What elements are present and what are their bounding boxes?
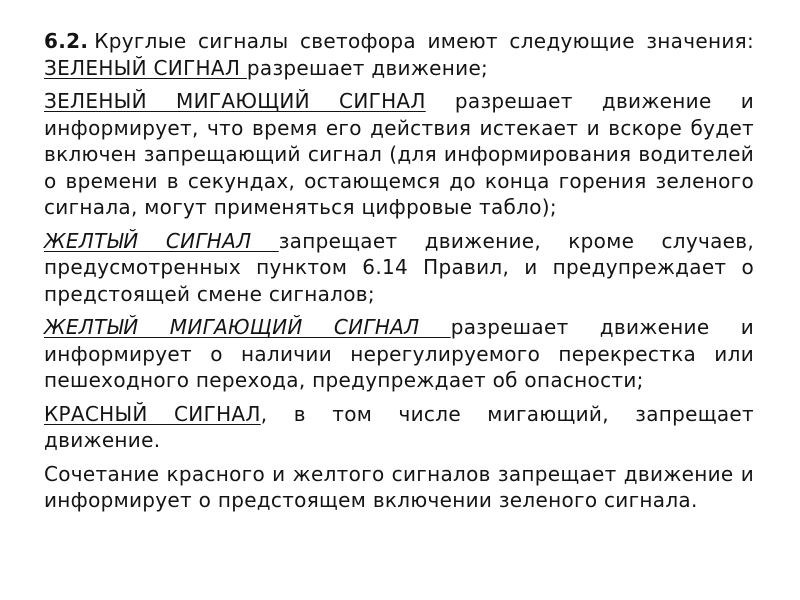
paragraph-red xyxy=(44,401,754,454)
term-green-signal: ЗЕЛЕНЫЙ СИГНАЛ xyxy=(44,55,247,80)
section-number: 6.2. xyxy=(44,29,89,53)
intro-text: Круглые сигналы светофора имеют следующие значения: xyxy=(94,29,754,53)
paragraph-intro xyxy=(44,28,754,81)
green-signal-meaning: разрешает движение; xyxy=(246,55,489,80)
yellow-flashing-meaning: разрешает движение и информирует о наличии нерегулируемого перекрестка или пешеходного перехода, предупреждает об опасности; xyxy=(44,315,754,392)
green-flashing-meaning: разрешает движение и информирует, что время его действия истекает и вскоре будет включен запрещающий сигнал (для информирования водителей о времени в секундах, остающемся до конца горения зеленого сигнала, могут применяться цифровые табло); xyxy=(44,89,754,219)
paragraph-yellow-flashing xyxy=(44,314,754,394)
term-red-signal: КРАСНЫЙ СИГНАЛ xyxy=(44,401,261,426)
paragraph-green-flashing xyxy=(44,88,754,221)
red-yellow-combination-text: Сочетание красного и желтого сигналов запрещает движение и информирует о предстоящем включении зеленого сигнала. xyxy=(44,461,754,512)
term-yellow-flashing-signal: ЖЕЛТЫЙ МИГАЮЩИЙ СИГНАЛ xyxy=(44,315,451,339)
term-yellow-signal: ЖЕЛТЫЙ СИГНАЛ xyxy=(44,228,279,253)
term-green-flashing-signal: ЗЕЛЕНЫЙ МИГАЮЩИЙ СИГНАЛ xyxy=(44,89,426,113)
yellow-signal-meaning: запрещает движение, кроме случаев, предусмотренных пунктом 6.14 Правил, и предупреждает о предстоящей смене сигналов; xyxy=(44,228,754,306)
document-body xyxy=(44,28,754,521)
paragraph-red-yellow xyxy=(44,461,754,514)
red-signal-meaning: , в том числе мигающий, запрещает движение. xyxy=(44,401,754,452)
paragraph-yellow xyxy=(44,228,754,308)
